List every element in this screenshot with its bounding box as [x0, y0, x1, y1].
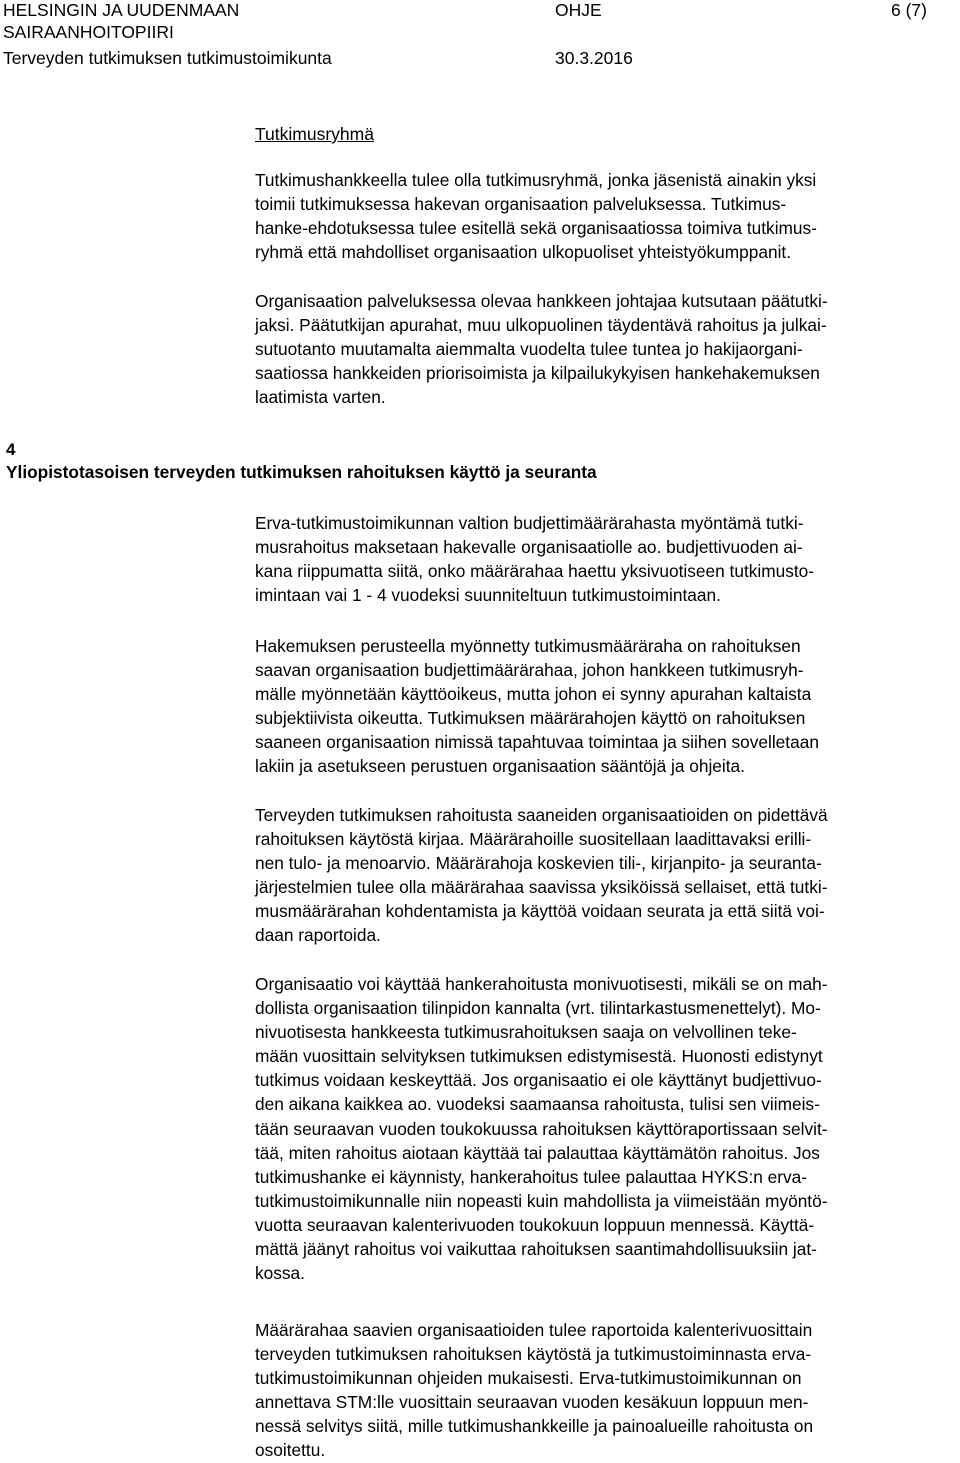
text-line: annettava STM:lle vuosittain seuraavan vuoden kesäkuun loppuun men- — [255, 1392, 809, 1413]
text-line: musrahoitus maksetaan hakevalle organisaatiolle ao. budjettivuoden ai- — [255, 537, 803, 558]
text-line: kossa. — [255, 1263, 305, 1284]
text-line: hanke-ehdotuksessa tulee esitellä sekä organisaatiossa toimiva tutkimus- — [255, 218, 817, 239]
text-line: saaneen organisaation nimissä tapahtuvaa toimintaa ja siihen sovelletaan — [255, 732, 819, 753]
text-line: Tutkimushankkeella tulee olla tutkimusryhmä, jonka jäsenistä ainakin yksi — [255, 170, 817, 190]
text-line: Terveyden tutkimuksen rahoitusta saaneiden organisaatioiden on pidettävä — [255, 805, 828, 825]
page-number: 6 (7) — [891, 0, 927, 20]
paragraph-research-group — [255, 168, 960, 264]
section-title: Yliopistotasoisen terveyden tutkimuksen rahoituksen käyttö ja seuranta — [6, 462, 597, 482]
org-name-line2: SAIRAANHOITOPIIRI — [3, 22, 174, 42]
committee-name: Terveyden tutkimuksen tutkimustoimikunta — [3, 48, 332, 68]
text-line: mälle myönnetään käyttöoikeus, mutta johon ei synny apurahan kaltaista — [255, 684, 812, 705]
paragraph-funding-payment — [255, 511, 960, 607]
text-line: tutkimustoimikunnalle niin nopeasti kuin mahdollista ja viimeistään myöntö- — [255, 1190, 828, 1211]
text-line: Hakemuksen perusteella myönnetty tutkimusmääräraha on rahoituksen — [255, 636, 801, 656]
text-line: saatiossa hankkeiden priorisoimista ja kilpailukykyisen hankehakemuksen — [255, 363, 820, 384]
doc-type: OHJE — [555, 0, 602, 20]
text-line: jaksi. Päätutkijan apurahat, muu ulkopuolinen täydentävä rahoitus ja julkai- — [255, 315, 827, 336]
text-line: mättä jäänyt rahoitus voi vaikuttaa rahoituksen saantimahdollisuuksiin jat- — [255, 1239, 817, 1260]
text-line: osoitettu. — [255, 1440, 326, 1461]
text-line: kana riippumatta siitä, onko määrärahaa haettu yksivuotiseen tutkimusto- — [255, 561, 815, 582]
text-line: Määrärahaa saavien organisaatioiden tulee raportoida kalenterivuosittain — [255, 1320, 813, 1340]
paragraph-funding-basis — [255, 634, 960, 779]
subsection-title: Tutkimusryhmä — [255, 124, 374, 144]
text-line: laatimista varten. — [255, 387, 386, 408]
text-line: terveyden tutkimuksen rahoituksen käytöstä ja tutkimustoiminnasta erva- — [255, 1344, 812, 1365]
paragraph-principal-investigator — [255, 289, 960, 409]
text-line: Organisaatio voi käyttää hankerahoitusta monivuotisesti, mikäli se on mah- — [255, 974, 828, 994]
text-line: mään vuosittain selvityksen tutkimuksen edistymisestä. Huonosti edistynyt — [255, 1046, 823, 1067]
text-line: tään seuraavan vuoden toukokuussa rahoituksen käyttöraportissaan selvit- — [255, 1118, 828, 1139]
text-line: imintaan vai 1 - 4 vuodeksi suunniteltuun tutkimustoimintaan. — [255, 585, 721, 606]
text-line: vuotta seuraavan kalenterivuoden toukokuun loppuun mennessä. Käyttä- — [255, 1214, 815, 1235]
text-line: tutkimustoimikunnan ohjeiden mukaisesti. Erva-tutkimustoimikunnan on — [255, 1368, 802, 1389]
text-line: tutkimus voidaan keskeyttää. Jos organisaatio ei ole käyttänyt budjettivuo- — [255, 1070, 822, 1091]
text-line: den aikana kaikkea ao. vuodeksi saamaansa rahoitusta, tulisi sen viimeis- — [255, 1094, 820, 1115]
text-line: nivuotisesta hankkeesta tutkimusrahoituksen saaja on velvollinen teke- — [255, 1022, 797, 1043]
text-line: daan raportoida. — [255, 925, 381, 946]
text-line: Erva-tutkimustoimikunnan valtion budjettimäärärahasta myöntämä tutki- — [255, 513, 804, 533]
text-line: saavan organisaation budjettimäärärahaa, johon hankkeen tutkimusryh- — [255, 660, 804, 681]
text-line: nessä selvitys siitä, mille tutkimushankkeille ja painoalueille rahoitusta on — [255, 1416, 814, 1437]
text-line: tutkimushanke ei käynnisty, hankerahoitus tulee palauttaa HYKS:n erva- — [255, 1166, 808, 1187]
text-line: tää, miten rahoitus aiotaan käyttää tai palauttaa käyttämätön rahoitus. Jos — [255, 1142, 820, 1163]
document-date: 30.3.2016 — [555, 48, 633, 68]
org-name-line1: HELSINGIN JA UUDENMAAN — [3, 0, 240, 20]
text-line: ryhmä että mahdolliset organisaation ulkopuoliset yhteistyökumppanit. — [255, 242, 792, 263]
paragraph-bookkeeping — [255, 803, 960, 948]
paragraph-multiyear-use — [255, 972, 960, 1285]
paragraph-reporting — [255, 1318, 960, 1463]
text-line: nen tulo- ja menoarvio. Määrärahoja koskevien tili-, kirjanpito- ja seuranta- — [255, 853, 822, 874]
text-line: Organisaation palveluksessa olevaa hankkeen johtajaa kutsutaan päätutki- — [255, 291, 828, 311]
text-line: subjektiivista oikeutta. Tutkimuksen määrärahojen käyttö on rahoituksen — [255, 708, 806, 729]
text-line: lakiin ja asetukseen perustuen organisaation sääntöjä ja ohjeita. — [255, 756, 745, 777]
text-line: rahoituksen käytöstä kirjaa. Määrärahoille suositellaan laadittavaksi erilli- — [255, 829, 812, 850]
section-number: 4 — [6, 440, 16, 459]
text-line: sutuotanto muutamalta aiemmalta vuodelta tulee tuntea jo hakijaorgani- — [255, 339, 803, 360]
text-line: toimii tutkimuksessa hakevan organisaation palveluksessa. Tutkimus- — [255, 194, 787, 215]
text-line: dollista organisaation tilinpidon kannalta (vrt. tilintarkastusmenettelyt). Mo- — [255, 998, 821, 1019]
text-line: järjestelmien tulee olla määrärahaa saavissa yksiköissä sellaiset, että tutki- — [255, 877, 828, 898]
text-line: musmäärärahan kohdentamista ja käyttöä voidaan seurata ja että siitä voi- — [255, 901, 825, 922]
